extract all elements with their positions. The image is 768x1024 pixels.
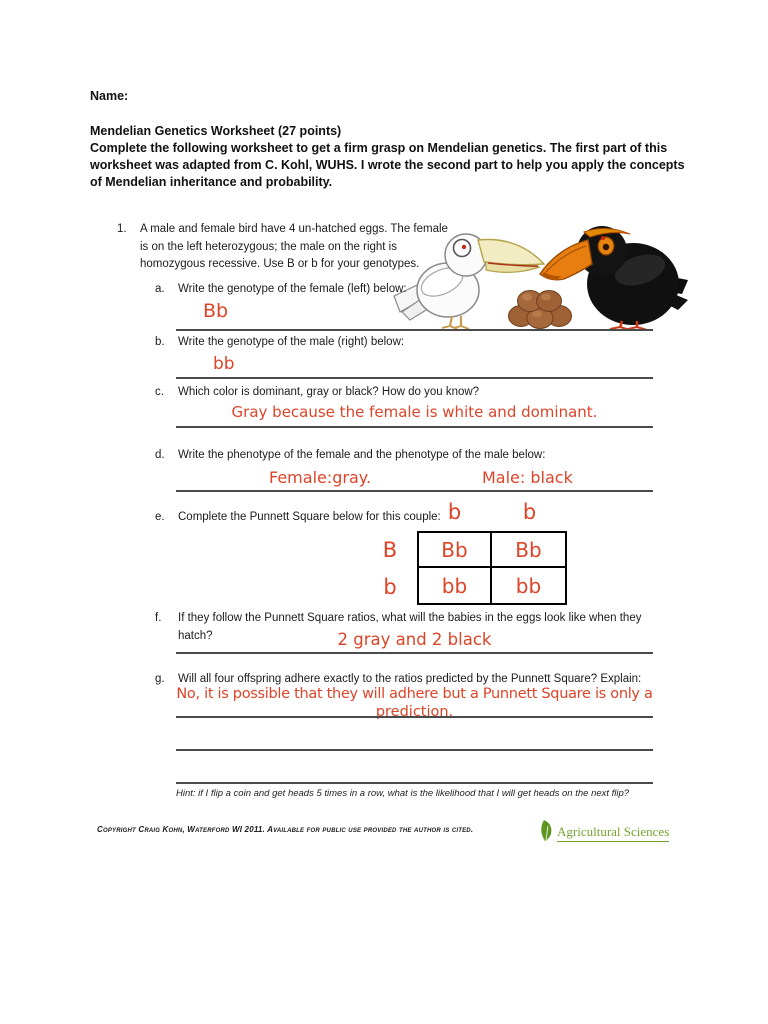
part-a-label: a. xyxy=(155,283,165,295)
copyright-text: Copyright Craig Kohn, Waterford WI 2011. Available for public use provided the author is cited. xyxy=(97,825,474,834)
part-e-label: e. xyxy=(155,511,165,523)
part-b-question: Write the genotype of the male (right) below: xyxy=(178,336,405,348)
worksheet-intro: Complete the following worksheet to get a firm grasp on Mendelian genetics. The first part of this worksheet was adapted from C. Kohl, WUHS. I wrote the second part to help you apply the concepts of Mendelian inheritance and probability. xyxy=(90,141,685,189)
agricultural-sciences-logo xyxy=(538,818,669,842)
part-f-question: If they follow the Punnett Square ratios, what will the babies in the eggs look like when they hatch? xyxy=(178,612,642,642)
punnett-col-header-1: b xyxy=(447,500,462,524)
punnett-col-header-2: b xyxy=(522,500,537,524)
part-e-question: Complete the Punnett Square below for this couple: xyxy=(178,511,441,523)
part-g-answer-line2: prediction. xyxy=(375,704,454,720)
punnett-row-headers xyxy=(368,531,412,605)
punnett-cell-1: Bb xyxy=(419,533,492,568)
part-f-answer: 2 gray and 2 black xyxy=(337,630,492,649)
blank-answer-line-1 xyxy=(176,749,653,751)
eggs xyxy=(509,291,572,329)
part-g-label: g. xyxy=(155,673,165,685)
part-b-answer: bb xyxy=(213,354,235,374)
answer-line-c xyxy=(176,426,653,428)
punnett-cell-4: bb xyxy=(515,573,542,598)
punnett-row-header-2: b xyxy=(383,574,397,599)
part-g-question: Will all four offspring adhere exactly to the ratios predicted by the Punnett Square? Explain: xyxy=(178,673,642,685)
white-bird-beak xyxy=(478,240,544,265)
question1-text: A male and female bird have 4 un-hatched eggs. The female is on the left heterozygous; the male on the right is homozygous recessive. Use B or b for your genotypes. xyxy=(140,223,448,270)
part-g-answer-line1: No, it is possible that they will adhere but a Punnett Square is only a xyxy=(176,686,653,702)
punnett-square xyxy=(417,531,567,605)
answer-line-b xyxy=(176,377,653,379)
answer-line-a xyxy=(176,329,653,331)
black-bird-beak xyxy=(540,240,592,280)
part-f-label: f. xyxy=(155,612,162,624)
part-c-label: c. xyxy=(155,386,164,398)
part-d-question: Write the phenotype of the female and the phenotype of the male below: xyxy=(178,449,546,461)
punnett-cell-2: Bb xyxy=(492,533,565,568)
question1-number: 1. xyxy=(117,223,127,235)
part-d-label: d. xyxy=(155,449,165,461)
part-d-answer-male: Male: black xyxy=(482,468,573,487)
part-c-answer: Gray because the female is white and dominant. xyxy=(231,403,598,421)
white-bird-eye xyxy=(454,240,471,257)
birds-eggs-image xyxy=(390,222,690,332)
part-a-question: Write the genotype of the female (left) below: xyxy=(178,283,407,295)
name-label: Name: xyxy=(90,89,129,103)
blank-answer-line-2 xyxy=(176,782,653,784)
birds-illustration xyxy=(390,222,690,332)
hint-text: Hint: if I flip a coin and get heads 5 times in a row, what is the likelihood that I will get heads on the next flip? xyxy=(176,788,630,799)
leaf-icon xyxy=(538,818,555,842)
logo-text: Agricultural Sciences xyxy=(557,824,669,842)
part-a-answer: Bb xyxy=(203,300,229,322)
part-c-question: Which color is dominant, gray or black? How do you know? xyxy=(178,386,480,398)
worksheet-title: Mendelian Genetics Worksheet (27 points) xyxy=(90,124,342,138)
answer-line-d xyxy=(176,490,653,492)
punnett-cell-3: bb xyxy=(419,568,492,603)
punnett-col-headers xyxy=(417,500,567,524)
punnett-row-header-1: B xyxy=(382,537,398,562)
part-d-answer-female: Female:gray. xyxy=(269,468,372,487)
answer-line-g xyxy=(176,716,653,718)
answer-line-f xyxy=(176,652,653,654)
part-b-label: b. xyxy=(155,336,165,348)
